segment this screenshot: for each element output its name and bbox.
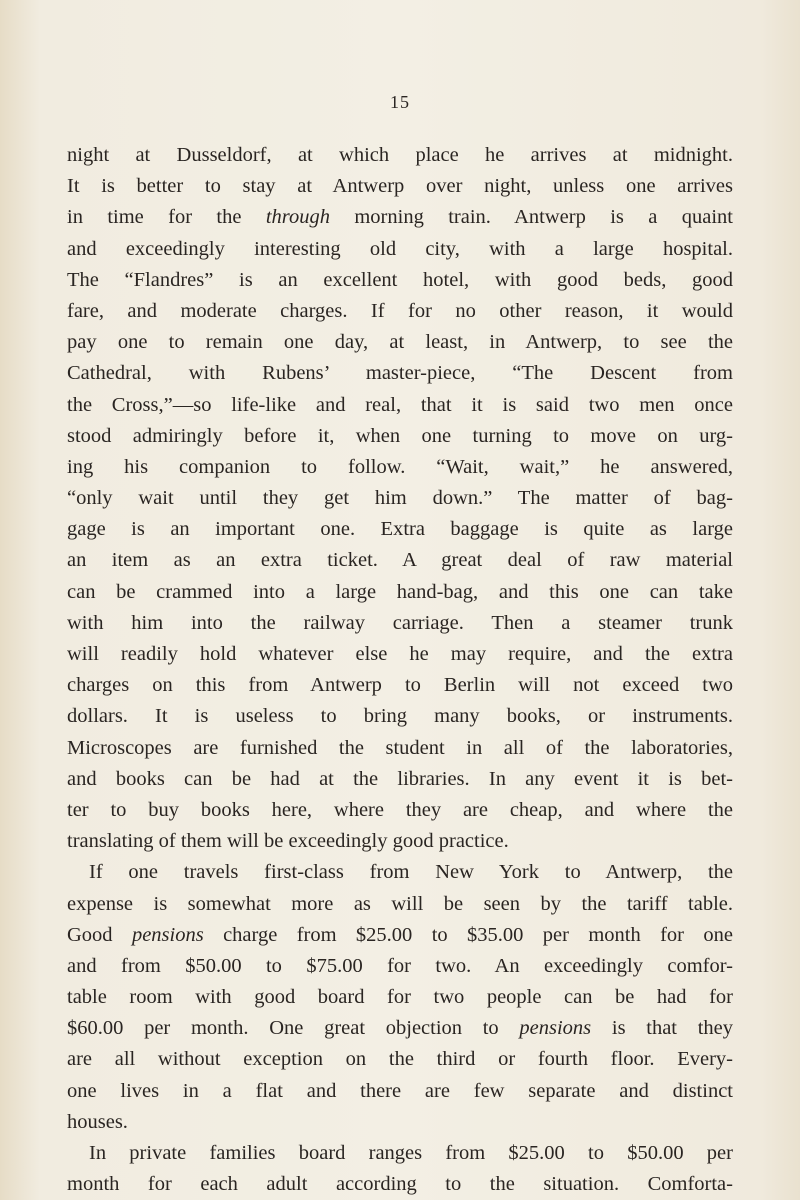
text-line: will readily hold whatever else he may require, and the extra	[67, 643, 733, 665]
text-segment: $60.00 per month. One great objection to	[67, 1017, 520, 1040]
text-line: the Cross,”—so life-like and real, that it is said two men once	[67, 393, 733, 416]
text-segment: is that they	[591, 1017, 733, 1040]
text-line: and exceedingly interesting old city, with a large hospital.	[67, 237, 733, 260]
text-line: fare, and moderate charges. If for no other reason, it would	[67, 299, 733, 322]
text-line: night at Dusseldorf, at which place he arrives at midnight.	[67, 144, 733, 166]
text-line: stood admiringly before it, when one turning to move on urg-	[67, 424, 733, 447]
text-line: Cathedral, with Rubens’ master-piece, “The Descent from	[67, 362, 733, 385]
text-line: gage is an important one. Extra baggage is quite as large	[67, 518, 733, 541]
text-segment: in time for the	[67, 206, 266, 229]
text-line: Microscopes are furnished the student in all of the laboratories,	[67, 736, 733, 759]
text-line: table room with good board for two people can be had for	[67, 986, 733, 1009]
text-line: ter to buy books here, where they are cheap, and where the	[67, 798, 733, 821]
text-line: In private families board ranges from $25.00 to $50.00 per	[89, 1142, 733, 1164]
text-line: one lives in a flat and there are few separate and distinct	[67, 1079, 733, 1102]
italic-word: pensions	[519, 1017, 592, 1040]
text-line: can be crammed into a large hand-bag, and this one can take	[67, 580, 733, 603]
italic-word: through	[265, 206, 330, 229]
text-line	[67, 1013, 733, 1044]
text-line: are all without exception on the third or fourth floor. Every-	[67, 1048, 733, 1071]
text-line: pay one to remain one day, at least, in Antwerp, to see the	[67, 331, 733, 354]
text-segment: Good	[67, 923, 132, 946]
text-line: It is better to stay at Antwerp over night, unless one arrives	[67, 175, 733, 198]
page-number: 15	[390, 92, 410, 112]
text-line: and books can be had at the libraries. In any event it is bet-	[67, 767, 733, 790]
italic-word: pensions	[131, 923, 204, 946]
text-line: ing his companion to follow. “Wait, wait,” he answered,	[67, 455, 733, 478]
text-line: month for each adult according to the situation. Comforta-	[67, 1173, 733, 1196]
text-line: houses.	[67, 1110, 128, 1133]
body-text	[67, 140, 733, 1200]
text-segment: morning train. Antwerp is a quaint	[329, 206, 733, 229]
text-line: dollars. It is useless to bring many books, or instruments.	[67, 705, 733, 728]
text-line: If one travels first-class from New York to Antwerp, the	[89, 861, 733, 884]
text-line: expense is somewhat more as will be seen by the tariff table.	[67, 892, 733, 915]
text-line	[67, 920, 733, 951]
text-segment: charge from $25.00 to $35.00 per month for one	[203, 923, 733, 946]
text-line: “only wait until they get him down.” The matter of bag-	[67, 487, 733, 510]
text-line: an item as an extra ticket. A great deal of raw material	[67, 549, 733, 572]
text-line: and from $50.00 to $75.00 for two. An exceedingly comfor-	[67, 954, 733, 977]
text-line: with him into the railway carriage. Then a steamer trunk	[67, 611, 733, 634]
text-line: charges on this from Antwerp to Berlin will not exceed two	[67, 674, 733, 697]
text-line: The “Flandres” is an excellent hotel, with good beds, good	[67, 268, 733, 291]
text-line	[67, 202, 733, 233]
text-line: translating of them will be exceedingly good practice.	[67, 830, 509, 853]
